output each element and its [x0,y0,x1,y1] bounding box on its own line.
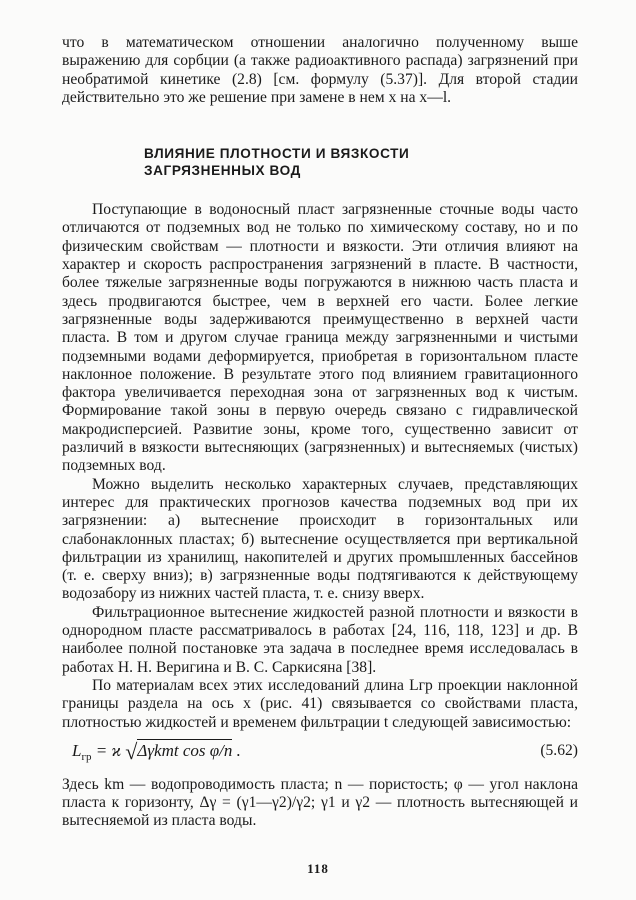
body-paragraph-3: Фильтрационное вытеснение жидкостей разной плотности и вязкости в однородном пласте рассматривалось в работах [24, 116, 118, 123] и др. В наиболее полной постановке эта задача в последнее время исследовалась в работах Н. Н. Веригина и В. С. Саркисяна [38]. [62,603,578,676]
equation-number: (5.62) [540,741,578,759]
radical-sign: √ [125,738,138,764]
body-paragraph-2: Можно выделить несколько характерных случаев, представляющих интерес для практических прогнозов качества подземных вод при их загрязнении: а) вытеснение происходит в горизонтальных или слабонаклонных пластах; б) вытеснение осуществляется при вертикальной фильтрации из хранилищ, накопителей и других промышленных бассейнов (т. е. сверху вниз); в) загрязненные воды подтягиваются к действующему водозабору из нижних частей пласта, т. е. снизу вверх. [62,475,578,603]
page-number: 118 [307,861,329,876]
equation-formula [72,738,241,766]
section-heading-line-1: ВЛИЯНИЕ ПЛОТНОСТИ И ВЯЗКОСТИ [144,146,410,162]
body-paragraph-4: По материалам всех этих исследований длина Lгр проекции наклонной границы раздела на ось x (рис. 41) связывается со свойствами пласта, плотностью жидкостей и временем фильтрации t следующей зависимостью: [62,676,578,731]
formula-equals: = ϰ [91,740,126,760]
section-heading-line-2: ЗАГРЯЗНЕННЫХ ВОД [144,163,301,179]
formula-lhs: L [72,740,82,760]
formula-trailing: . [232,740,241,760]
body-paragraph-1: Поступающие в водоносный пласт загрязненные сточные воды часто отличаются от подземных вод не только по химическому составу, но и по физическим свойствам — плотности и вязкости. Эти отличия влияют на характер и скорость распространения загрязнений в пласте. В частности, более тяжелые загрязненные воды погружаются в нижнюю часть пласта и здесь продвигаются быстрее, чем в верхней его части. Более легкие загрязненные воды задерживаются преимущественно в верхней части пласта. В том и другом случае граница между загрязненными и чистыми подземными водами деформируется, приобретая в горизонтальном пласте наклонное положение. В результате этого под влиянием гравитационного фактора увеличивается переходная зона от загрязненных вод к чистым. Формирование такой зоны в первую очередь связано с гидравлической макродисперсией. Развитие зоны, кроме того, существенно зависит от различий в вязкости вытесняющих (загрязненных) и вытесняемых (чистых) подземных вод. [62,201,578,475]
formula-lhs-subscript: гр [81,750,92,763]
formula-radicand: Δγkmt cos φ/n [137,740,233,760]
intro-paragraph: что в математическом отношении аналогично полученному выше выражению для сорбции (а также радиоактивного распада) загрязнений при необратимой кинетике (2.8) [см. формулу (5.37)]. Для второй стадии действительно это же решение при замене в нем x на x—l. [62,34,578,106]
section-heading [144,145,578,179]
explanation-paragraph: Здесь km — водопроводимость пласта; n — пористость; φ — угол наклона пласта к горизонту, Δγ = (γ1—γ2)/γ2; γ1 и γ2 — плотность вытесняющей и вытесняемой из пласта воды. [62,775,578,830]
equation-5-62 [62,740,578,770]
